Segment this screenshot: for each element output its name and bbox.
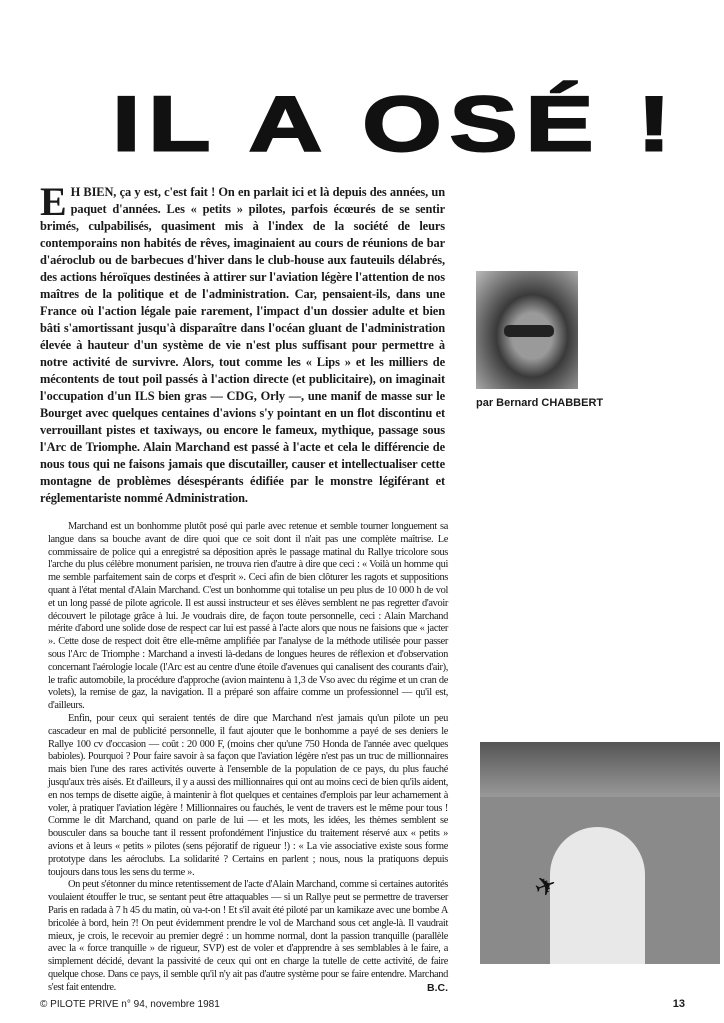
arc-attic	[480, 742, 720, 797]
sunglasses-shape	[504, 325, 554, 337]
drop-cap: E	[40, 179, 67, 224]
footer-source	[40, 999, 220, 1010]
footer	[40, 998, 685, 1010]
page-number: 13	[672, 998, 685, 1011]
body-paragraph	[48, 879, 448, 994]
body-paragraph: Marchand est un bonhomme plutôt posé qui parle avec retenue et semble tourner longuement sa langue dans sa bouche avant de dire quoi que ce soit dont il n'ait pas une complète maîtrise. Le commissaire de police qui a enregistré sa déposition après le passage matinal du Rallye tricolore sous l'arche du plus célèbre monument parisien, ne trouva rien d'autre à dire que ceci : « Voilà un homme qui me semble parfaitement sain de corps et d'esprit ». Ceci afin de bien clôturer les ragots et suppositions quant à l'état mental d'Alain Marchand. C'est un bonhomme qui totalise un peu plus de 10 000 h de vol et un long passé de pilote agricole. Il est aussi instructeur et ses élèves semblent ne pas regretter d'avoir découvert le pilotage grâce à lui. Je voudrais dire, de façon toute personnelle, ceci : Alain Marchand mérite d'abord une solide dose de respect car lui est passé à l'acte alors que nous ne faisions que « jacter ». Cette dose de respect doit être elle-même amplifiée par l'analyse de la méthode utilisée pour passer sous l'Arc de Triomphe : Marchand a investi là-dedans de longues heures de réflexion et d'observation concernant l'aérologie locale (l'Arc est au centre d'une étoile d'avenues qui canalisent des courants d'air), le trafic automobile, la procédure d'approche (avion maintenu à 1,3 de Vso avec du régime et un cran de volets), la remise de gaz, la navigation. Il a préparé son affaire comme un professionnel — qu'il est, d'ailleurs.	[48, 521, 448, 712]
arc-opening	[550, 827, 645, 964]
byline: par Bernard CHABBERT	[476, 397, 604, 409]
body-paragraph: Enfin, pour ceux qui seraient tentés de dire que Marchand n'est jamais qu'un pilote un peu cascadeur en mal de publicité personnelle, il faut ajouter que le bonhomme a payé de ses deniers le Rallye 100 cv d'occasion — coût : 20 000 F, (moins cher qu'une 750 Honda de l'année avec quelques babioles). Pourquoi ? Pour faire savoir à sa façon que l'aviation légère n'est pas un truc de millionnaires mais bien l'une des rares activités ouverte à l'ensemble de la population de ce pays, du plus fauché jusqu'aux très aisés. Et d'ailleurs, il y a aussi des millionnaires qui ont au moins ceci de bien qu'ils aident, en nos temps de disette aigüe, à maintenir à flot quelques et centaines d'emplois par leur acharnement à voler, à pratiquer l'aviation légère ! Millionnaires ou fauchés, le vent de travers est le même pour tous ! Comme le dit Marchand, quand on parle de lui — et les mots, les idées, les thèmes semblent se bousculer dans sa bouche tant il ressent profondément l'injustice du traitement réservé aux « petits » avions et à leurs « petits » pilotes (sens péjoratif de rigueur !) : « La vie associative existe sous forme prototype dans les aéroclubs. La solidarité ? Certains en parlent ; nous, nous la pratiquons depuis toujours dans tous les sens du terme ».	[48, 712, 448, 878]
article-body	[48, 521, 448, 994]
lead-paragraph	[40, 179, 445, 507]
arc-de-triomphe-photo	[480, 742, 720, 964]
body-paragraph-text: On peut s'étonner du mince retentissement de l'acte d'Alain Marchand, comme si certaines autorités voulaient étouffer le truc, se sentant peut être attaquables — si un Rallye peut se permettre de traverser Paris en radada à 7 h 45 du matin, où va-t-on ! Et s'il avait été piloté par un kamikaze avec une bombe A bricolée à bord, hein ?! On peut évidemment prendre le vol de Marchand sous cet angle-là. Il vaudrait mieux, je crois, le recevoir au premier degré : un homme normal, dont la passion tranquille (parallèle avec la « force tranquille » de rigueur, SVP) est de voler et d'apprendre à ses semblables à le faire, a simplement décidé, devant la passivité de ceux qui ont en charge la tutelle de cette activité, de faire quelque chose. Dans ce pays, il semble qu'il n'y ait pas d'autre système pour se faire entendre. Marchand s'est fait entendre.	[48, 879, 448, 993]
source-text: PILOTE PRIVE n° 94, novembre 1981	[50, 999, 220, 1011]
lead-text: H BIEN, ça y est, c'est fait ! On en parlait ici et là depuis des années, un paquet d'années. Les « petits » pilotes, parfois écœurés de se sentir brimés, culpabilisés, quasiment mis à l'index de la société de leurs contemporains non habités de rêves, imaginaient au cours de réunions de bar d'aéroclub ou de barbecues d'hiver dans le club-house aux fauteuils délabrés, des actions héroïques destinées à attirer sur l'aviation légère l'attention de nos maîtres de la politique et de l'administration. Car, pensaient-ils, dans une France où l'action légale paie rarement, l'impact d'un dossier adulte et bien bâti s'amortissant jusqu'à disparaître dans l'océan gluant de l'administration élevée à hauteur d'un système de vie n'est plus suffisant pour permettre à notre activité de survivre. Alors, tout comme les « Lips » et les milliers de mécontents de tout poil passés à l'action directe (et publicitaire), on imaginait l'occupation d'un ILS bien gras — CDG, Orly —, une manif de masse sur le Bourget avec quelques centaines d'avions s'y pointant en un flot discontinu et verrouillant pistes et taxiways, ou encore le fameux, mythique, passage sous l'Arc de Triomphe. Alain Marchand est passé à l'acte et cela le différencie de nous tous qui ne faisons jamais que discutailler, causer et intellectualiser cette montagne de problèmes désespérants édifiée par le monstre légiférant et réglementariste nommé Administration.	[40, 185, 445, 505]
copyright-icon: ©	[40, 999, 48, 1011]
author-photo	[476, 271, 578, 389]
headline: IL A OSÉ !	[112, 81, 679, 168]
airplane-icon: ✈	[530, 869, 561, 904]
signature: B.C.	[427, 981, 448, 994]
